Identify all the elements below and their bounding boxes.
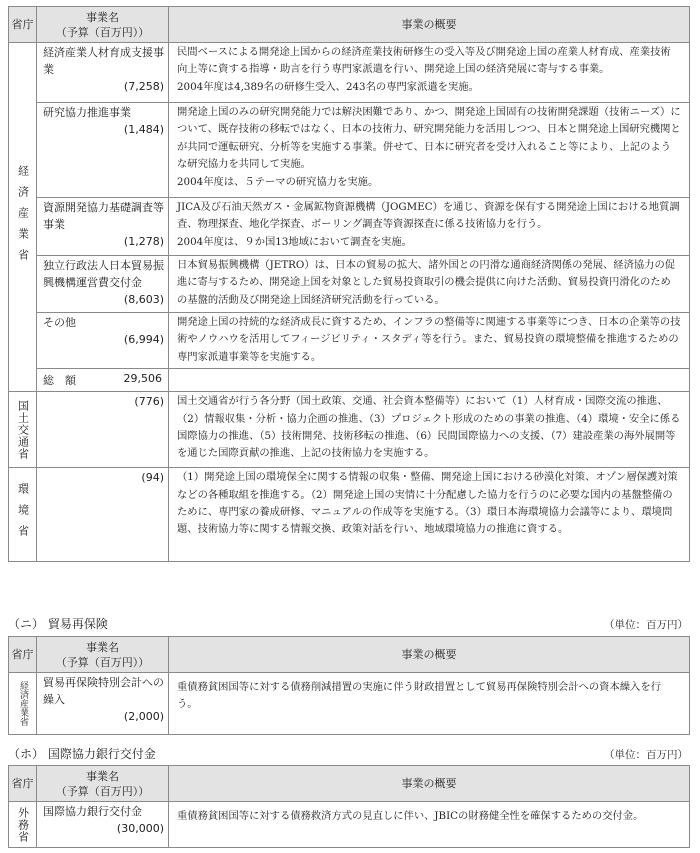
- project-name: 経済産業人材育成支援事業: [43, 46, 164, 76]
- desc-cell: [169, 256, 690, 313]
- project-amount: (2,000): [123, 710, 164, 723]
- table-header-row: [9, 766, 690, 802]
- desc-text: 重債務貧困国等に対する債務削減措置の実施に伴う財政措置として貿易再保険特別会計への資本繰入を行う。: [177, 681, 661, 711]
- project-amount: (30,000): [116, 822, 164, 835]
- total-row: [9, 369, 690, 392]
- header-name: [37, 637, 169, 673]
- project-amount: (94): [141, 471, 164, 485]
- project-name: 独立行政法人日本貿易振興機構運営費交付金: [43, 259, 164, 289]
- dept-cell-mlit: [9, 392, 37, 468]
- project-name-cell: [37, 468, 169, 562]
- project-name-cell: [37, 673, 169, 735]
- header-desc: 事業の概要: [169, 637, 690, 673]
- desc-note: 2004年度は4,389名の研修生受入、243名の専門家派遣を実施。: [177, 80, 479, 93]
- table-row: [9, 198, 690, 256]
- total-cell: [37, 369, 169, 392]
- dept-cell-mofa: [9, 802, 37, 848]
- desc-cell: [169, 43, 690, 103]
- table-row: [9, 802, 690, 848]
- desc-text: 日本貿易振興機構（JETRO）は、日本の貿易の拡大、諸外国との円滑な通商経済関係の発展、経済協力の促進に寄与するため、開発途上国を対象とした貿易投資取引の機会提供に向けた活動、貿易投資円滑化のための基盤的活動及び開発途上国経済研究活動を行っている。: [177, 259, 676, 306]
- header-desc: 事業の概要: [169, 766, 690, 802]
- project-name: 研究協力推進事業: [43, 106, 131, 119]
- project-name-cell: [37, 313, 169, 369]
- dept-label: 経済産業省: [18, 681, 28, 726]
- project-name: その他: [43, 316, 76, 329]
- header-name-line2: （予算（百万円））: [55, 25, 150, 39]
- table-row: [9, 43, 690, 103]
- desc-cell: [169, 802, 690, 848]
- project-amount: (1,278): [123, 235, 164, 248]
- desc-note: 2004年度は、５テーマの研究協力を実施。: [177, 175, 379, 188]
- project-name-cell: [37, 802, 169, 848]
- desc-cell: [169, 673, 690, 735]
- project-amount: (8,603): [123, 293, 164, 306]
- table-header-row: [9, 637, 690, 673]
- trade-reinsurance-table: [8, 636, 690, 735]
- project-amount: (776): [134, 395, 164, 409]
- total-desc-empty: [169, 369, 690, 392]
- header-desc: 事業の概要: [169, 7, 690, 43]
- project-name-cell: [37, 43, 169, 103]
- project-name: 国際協力銀行交付金: [43, 805, 142, 818]
- project-name-cell: [37, 198, 169, 256]
- desc-text: 重債務貧困国等に対する債務救済方式の見直しに伴い、JBICの財務健全性を確保するための交付金。: [177, 810, 644, 822]
- header-name-line1: 事業名: [86, 640, 119, 654]
- header-name-line1: 事業名: [86, 769, 119, 783]
- desc-text: （1）開発途上国の環境保全に関する情報の収集・整備、開発途上国における砂漠化対策、オゾン層保護対策などの各種取組を推進する。（2）開発途上国の実情に十分配慮した協力を行うのに必要な国内の基盤整備のために、専門家の養成研修、マニュアルの作成等を実施する。（3）環日本海環境協力会議等により、環境問題、技術協力等に関する情報交換、政策対話を行い、地域環境協力の推進に資する。: [177, 471, 678, 536]
- project-amount: (1,484): [123, 123, 164, 136]
- desc-cell: [169, 103, 690, 198]
- project-name-cell: [37, 103, 169, 198]
- project-amount: (6,994): [123, 333, 164, 346]
- table-row: [9, 103, 690, 198]
- project-name-cell: [37, 256, 169, 313]
- header-name-line2: （予算（百万円））: [55, 784, 150, 798]
- table-row: [9, 392, 690, 468]
- main-table: [8, 6, 690, 562]
- table-row: [9, 673, 690, 735]
- project-name: 資源開発協力基礎調査等事業: [43, 201, 164, 231]
- dept-cell-env: [9, 468, 37, 562]
- dept-cell-meti: [9, 43, 37, 392]
- header-name: [37, 7, 169, 43]
- header-name-line2: （予算（百万円））: [55, 655, 150, 669]
- total-label: 総 額: [43, 374, 76, 388]
- section-title-trade-reinsurance: （ニ） 貿易再保険: [8, 617, 108, 631]
- desc-text: 国土交通省が行う各分野（国土政策、交通、社会資本整備等）において（1）人材育成・国際交流の推進、（2）情報収集・分析・協力企画の推進、（3）プロジェクト形成のための事業の推進、（4）環境・安全に係る国際協力の推進、（5）技術開発、技術移転の推進、（6）民間国際協力への支援、（7）建設産業の海外展開等を通じた国際貢献の推進、上記の技術協力を実施する。: [177, 395, 681, 460]
- desc-text: 開発途上国のみの研究開発能力では解決困難であり、かつ、開発途上国固有の技術開発課題（技術ニーズ）について、既存技術の移転ではなく、日本の技術力、研究開発能力を活用しつつ、日本と開発途上国研究機関とが共同で運転研究、分析等を実施する事業。併せて、日本に研究者を受け入れること等により、上記のような研究協力を共同して実施。: [177, 106, 681, 171]
- dept-label: 国土交通省: [16, 399, 30, 460]
- unit-label: （単位：百万円）: [604, 749, 688, 761]
- desc-cell: [169, 392, 690, 468]
- jbic-table: [8, 765, 690, 848]
- section-title-jbic: （ホ） 国際協力銀行交付金: [8, 747, 156, 761]
- desc-text: 開発途上国の持続的な経済成長に資するため、インフラの整備等に関連する事業等につき、日本の企業等の技術やノウハウを活用してフィージビリティ・スタディ等を行う。また、貿易投資の環境整備を推進するための専門家派遣事業等を実施する。: [177, 316, 681, 363]
- desc-cell: [169, 313, 690, 369]
- header-name-line1: 事業名: [86, 10, 119, 24]
- desc-text: JICA及び石油天然ガス・金属鉱物資源機構（JOGMEC）を通じ、資源を保有する開発途上国における地質調査、物理探査、地化学探査、ボーリング調査等資源探査に係る技術協力を行う。: [177, 201, 680, 231]
- header-name: [37, 766, 169, 802]
- project-name: 貿易再保険特別会計への繰入: [43, 676, 164, 706]
- header-dept: 省庁: [9, 766, 37, 802]
- table-row: [9, 468, 690, 562]
- total-value: 29,506: [123, 372, 162, 386]
- project-name-cell: [37, 392, 169, 468]
- table-header-row: [9, 7, 690, 43]
- dept-cell-meti: [9, 673, 37, 735]
- dept-label: 外務省: [16, 806, 30, 843]
- header-dept: 省庁: [9, 637, 37, 673]
- dept-label: 経済産業省: [16, 164, 30, 270]
- table-row: [9, 313, 690, 369]
- unit-label: （単位：百万円）: [604, 619, 688, 631]
- desc-text: 民間ベースによる開発途上国からの経済産業技術研修生の受入等及び開発途上国の産業人材育成、産業技術向上等に資する指導・助言を行う専門家派遣を行い、開発途上国の経済発展に寄与する事業。: [177, 46, 671, 76]
- project-amount: (7,258): [123, 80, 164, 93]
- desc-note: 2004年度は、９か国13地域において調査を実施。: [177, 235, 412, 248]
- desc-cell: [169, 468, 690, 562]
- header-dept: 省庁: [9, 7, 37, 43]
- table-row: [9, 256, 690, 313]
- dept-label: 環境省: [16, 483, 30, 547]
- desc-cell: [169, 198, 690, 256]
